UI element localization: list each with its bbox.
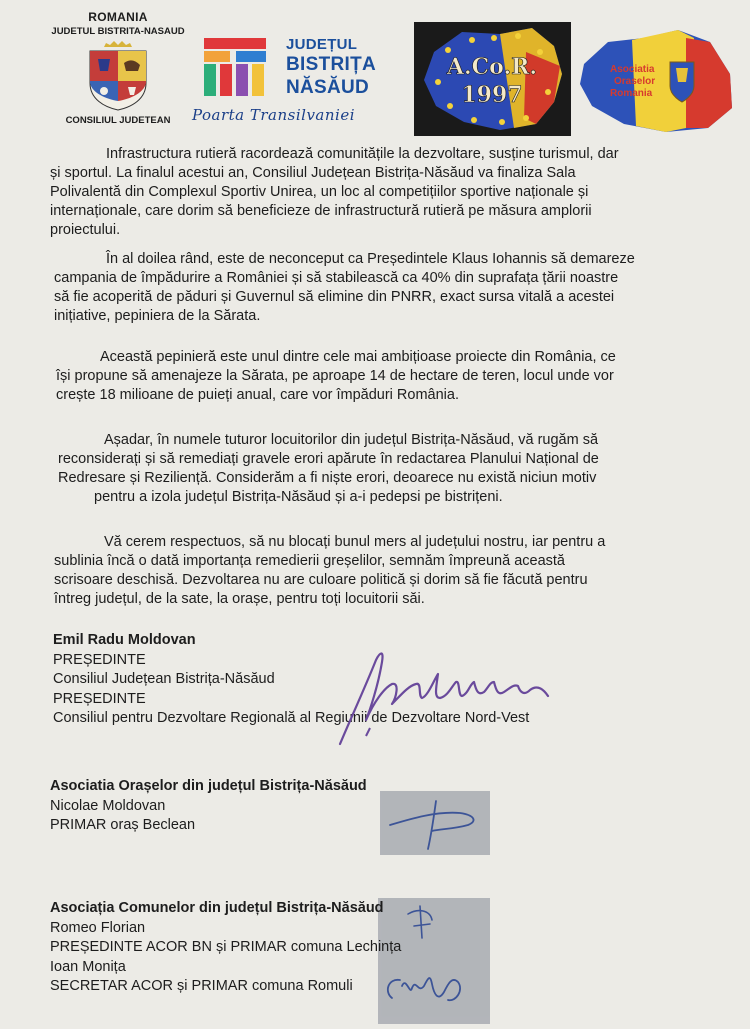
bn-logo-word1: JUDEȚUL (286, 36, 358, 53)
signatory-organization: Asociatia Orașelor din județul Bistrița-Năsăud (50, 778, 367, 794)
bn-logo-word2: BISTRIȚA (286, 54, 377, 75)
crest-county: JUDETUL BISTRITA-NASAUD (51, 26, 185, 37)
acor-title: A.Co.R. (446, 54, 538, 80)
acor-logo (414, 22, 571, 136)
paragraph-line: campania de împădurire a României și să stabilească ca 40% din suprafața țării noastre (54, 270, 619, 286)
paragraph-line: pentru a izola județul Bistrița-Năsăud și a-i pedepsi pe bistrițeni. (94, 489, 503, 505)
signatory-name: Ioan Monița (50, 958, 126, 975)
paragraph-1 (50, 145, 705, 240)
crest-council: CONSILIUL JUDETEAN (65, 115, 171, 126)
paragraph-line: sublinia încă o dată importanța remedierii greșelilor, semnăm împreună această (54, 553, 565, 569)
bistrita-nasaud-logo (190, 36, 405, 136)
paragraph-5 (54, 533, 718, 609)
paragraph-line: Această pepinieră este unul dintre cele mai ambițioase proiecte din România, ce (100, 349, 616, 365)
paragraph-line: să fie acoperită de păduri și Guvernul să elimine din PNRR, exact sursa vitală a acestei (54, 289, 615, 305)
paragraph-line: și sportul. La finalul acestui an, Consiliul Județean Bistrița-Năsăud va finaliza Sala (50, 165, 576, 181)
paragraph-line: Redresare și Reziliență. Considerăm a fi niște erori, deoarece nu există niciun motiv (58, 470, 597, 486)
aor-map-icon (574, 24, 738, 136)
signatory-title: PRIMAR oraș Beclean (50, 817, 196, 833)
paragraph-line: Infrastructura rutieră racordează comunitățile la dezvoltare, susține turismul, dar (106, 146, 619, 162)
handwritten-signature-moldovan-icon (330, 640, 560, 750)
paragraph-line: În al doilea rând, este de neconceput ca Președintele Klaus Iohannis să demareze (106, 251, 635, 267)
signatory-title: PREȘEDINTE ACOR BN și PRIMAR comuna Lechința (50, 939, 402, 955)
paragraph-line: internaționale, care dorim să beneficieze de infrastructură rutieră pe măsura amplorii (50, 203, 592, 219)
aor-line2: Oraselor (614, 76, 656, 87)
county-council-crest (38, 10, 198, 126)
acor-year: 1997 (461, 82, 523, 108)
paragraph-line: crește 18 milioane de puieți anual, care vor împăduri România. (56, 387, 459, 403)
paragraph-line: reconsiderați și să remediați gravele erori apărute în redactarea Planului Național de (58, 451, 599, 467)
acor-map-icon (414, 22, 571, 136)
crest-country: ROMANIA (88, 10, 148, 24)
signatory-name: Emil Radu Moldovan (53, 632, 196, 648)
paragraph-line: Polivalentă din Complexul Sportiv Unirea, un loc al competițiilor sportive naționale și (50, 184, 589, 200)
bn-logo-word3: NĂSĂUD (286, 77, 370, 98)
paragraph-line: Vă cerem respectuos, să nu blocați bunul mers al județului nostru, iar pentru a (104, 534, 606, 550)
signatory-name: Nicolae Moldovan (50, 797, 166, 814)
signatory-block-3 (50, 899, 570, 997)
signatory-org: Consiliul Județean Bistrița-Năsăud (53, 671, 275, 687)
bn-logo-tagline: Poarta Transilvaniei (192, 106, 355, 124)
aor-line1: Asociatia (610, 64, 655, 75)
coat-of-arms-icon (86, 41, 150, 111)
signatory-organization: Asociația Comunelor din județul Bistrița-Năsăud (50, 900, 384, 916)
paragraph-line: întreg județul, de la sate, la orașe, pentru toți locuitorii săi. (54, 591, 425, 607)
paragraph-2 (54, 250, 714, 326)
paragraph-line: își propune să amenajeze la Sărata, pe aproape 14 de hectare de teren, locul unde vor (56, 368, 614, 384)
aor-logo (574, 24, 738, 136)
paragraph-line: inițiative, pepiniera de la Sărata. (54, 308, 261, 324)
paragraph-3 (56, 348, 716, 405)
letterhead (0, 0, 750, 140)
aor-line3: Romania (610, 88, 653, 99)
bn-emblem-icon (190, 36, 282, 104)
paragraph-line: proiectului. (50, 222, 121, 238)
paragraph-line: scrisoare deschisă. Dezvoltarea nu are culoare politică și dorim să fie făcută pentru (54, 572, 588, 588)
signatory-block-2 (50, 777, 550, 836)
signatory-title: SECRETAR ACOR și PRIMAR comuna Romuli (50, 978, 353, 994)
signatory-title: PREȘEDINTE (53, 690, 146, 707)
signatory-org: Consiliul pentru Dezvoltare Regională al Regiunii de Dezvoltare Nord-Vest (53, 710, 530, 726)
signatory-title: PREȘEDINTE (53, 651, 146, 668)
paragraph-4 (58, 431, 718, 507)
signatory-name: Romeo Florian (50, 919, 146, 936)
paragraph-line: Așadar, în numele tuturor locuitorilor din județul Bistrița-Năsăud, vă rugăm să (104, 432, 599, 448)
